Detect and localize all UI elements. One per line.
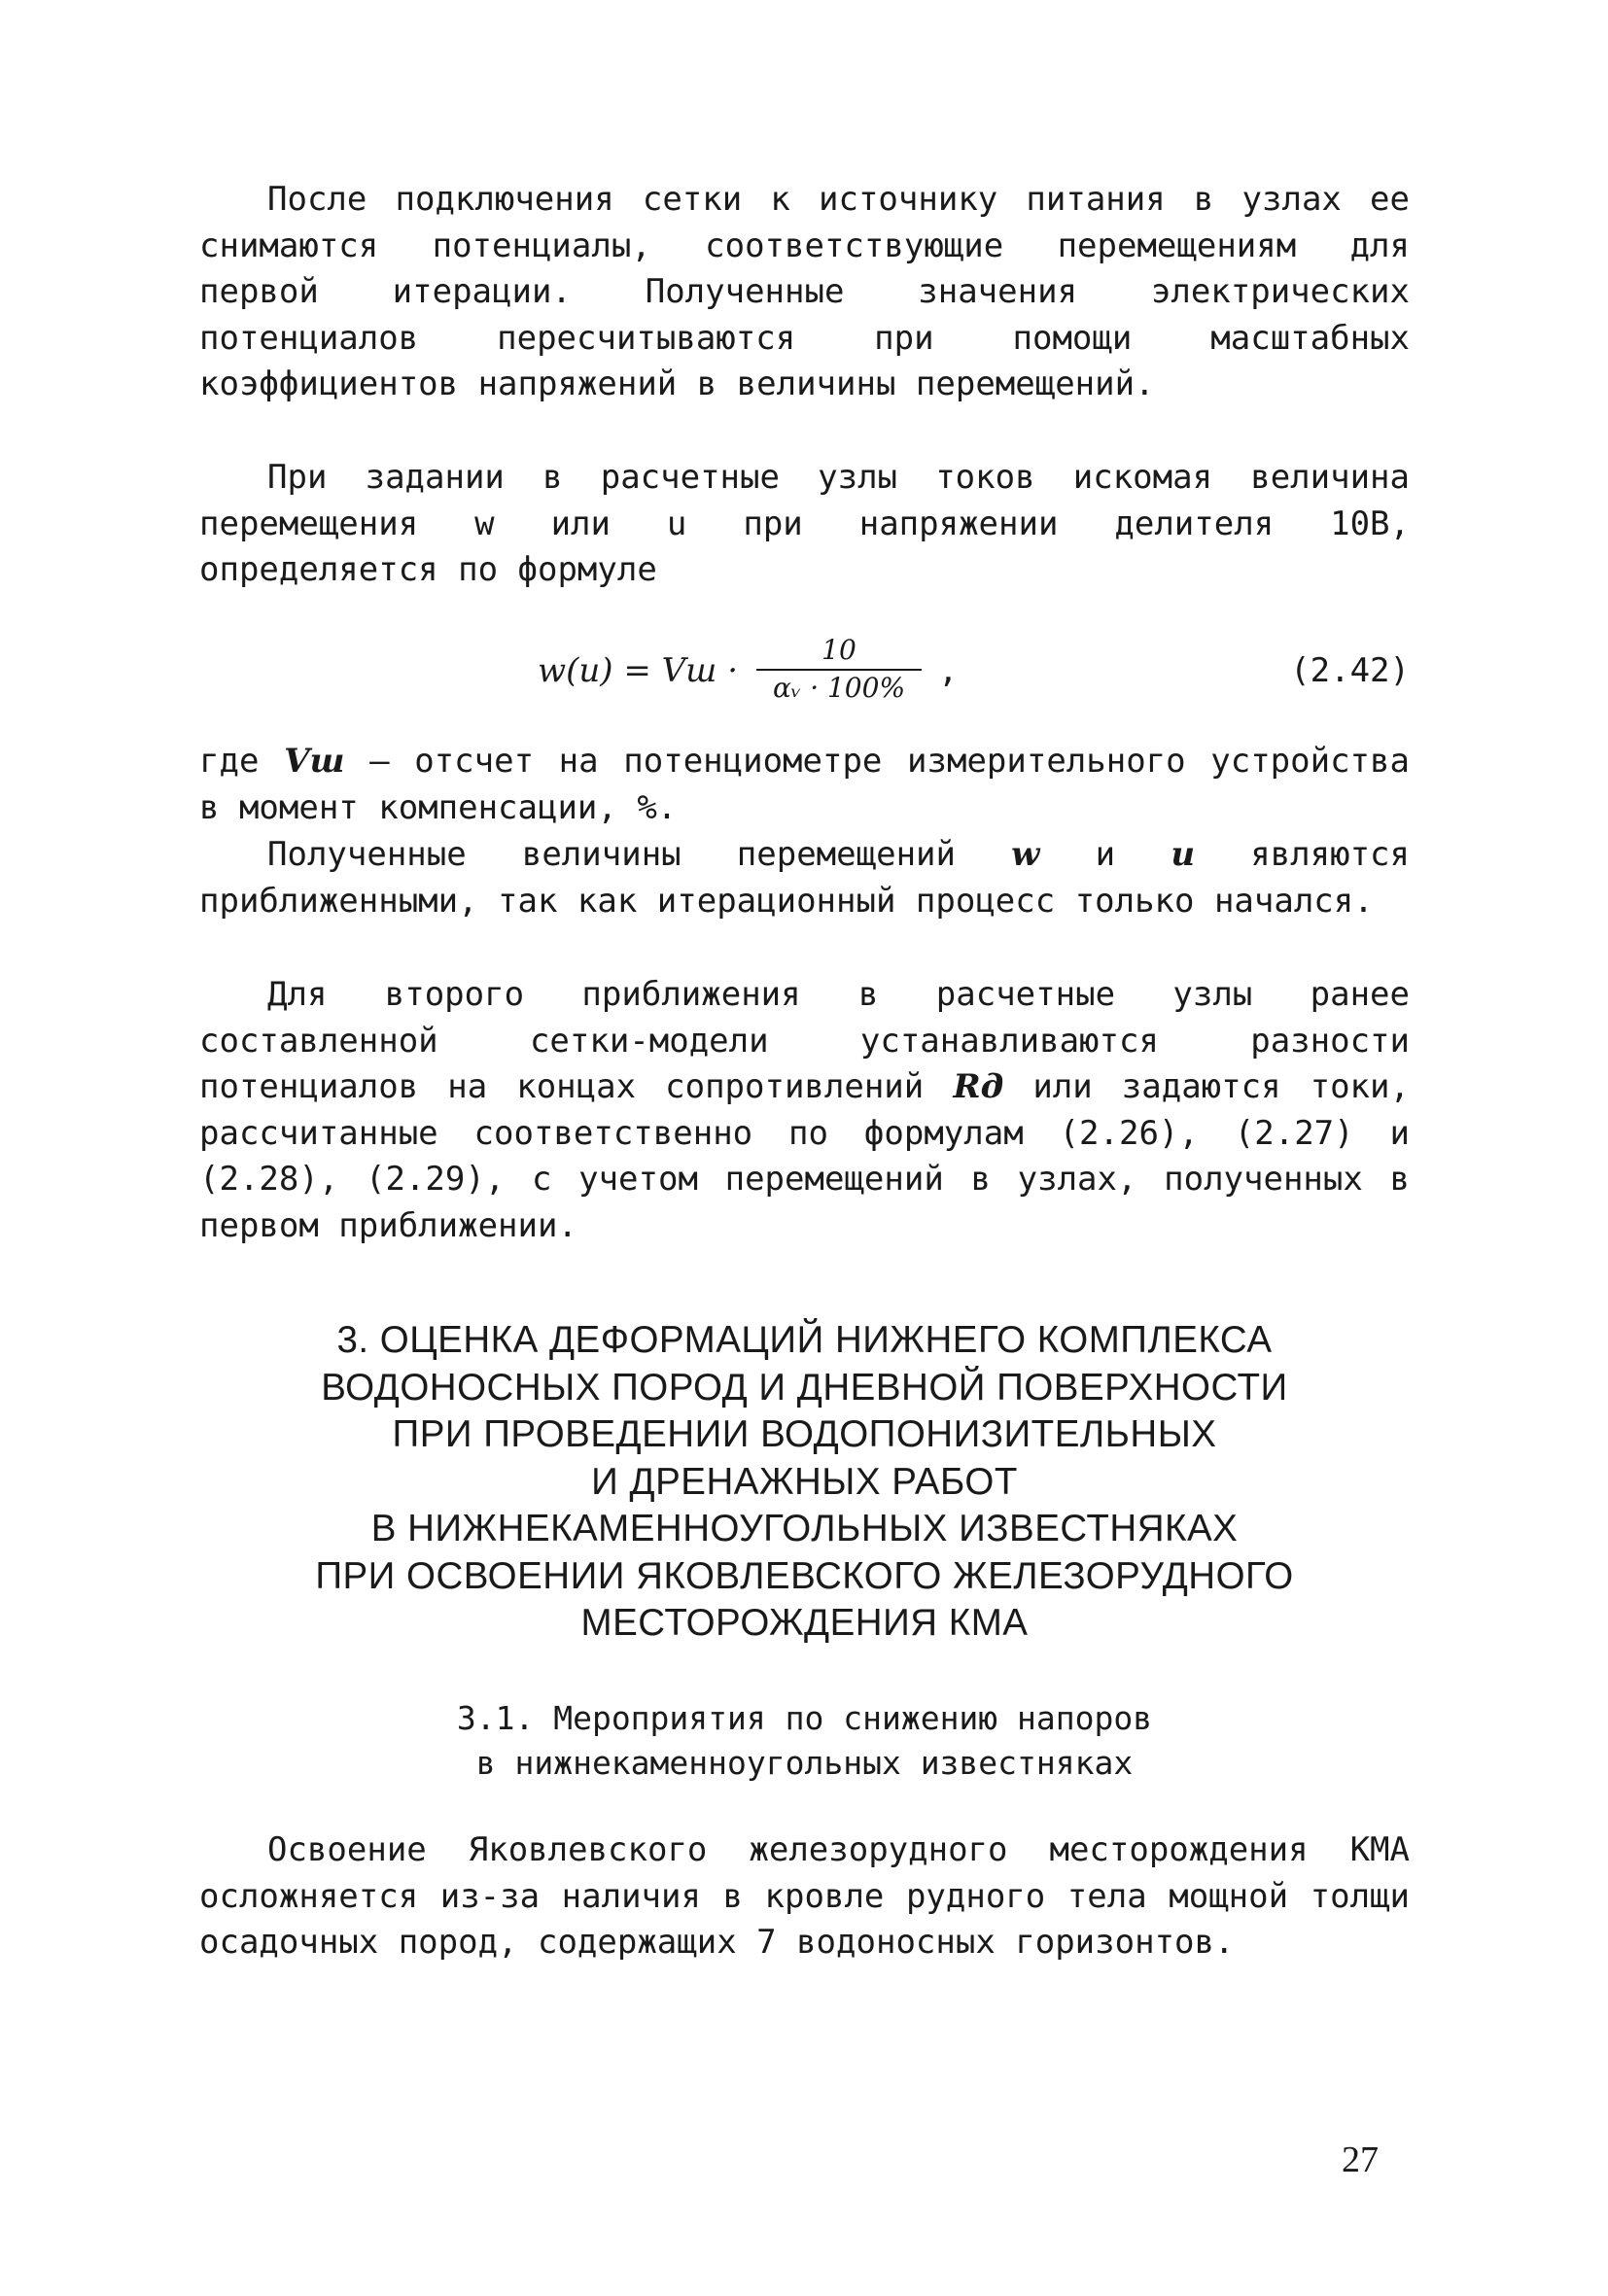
formula-lhs: w(u) = Vш · xyxy=(538,651,739,690)
paragraph-text: При задании в расчетные узлы токов искомая величина перемещения w или u при напряжении делителя 10В, определяется по формуле xyxy=(199,458,1410,589)
heading-line: 3. ОЦЕНКА ДЕФОРМАЦИЙ НИЖНЕГО КОМПЛЕКСА xyxy=(336,1319,1273,1361)
conjunction: и xyxy=(1095,835,1116,874)
symbol-v-sh: Vш xyxy=(284,742,345,781)
paragraph-current-mode xyxy=(199,455,1410,594)
formula-2-42 xyxy=(199,622,1410,729)
formula-numerator: 10 xyxy=(756,634,922,671)
heading-line: МЕСТОРОЖДЕНИЯ КМА xyxy=(580,1602,1029,1644)
section-heading xyxy=(199,1317,1410,1648)
subheading-line: в нижнекаменноугольных известняках xyxy=(475,1744,1134,1782)
formula-trailing: , xyxy=(938,651,959,690)
symbol-u: u xyxy=(1171,835,1196,874)
formula-denominator: αᵥ · 100% xyxy=(772,672,906,704)
paragraph-text: Освоение Яковлевского железорудного месторождения КМА осложняется из-за наличия в кровле рудного тела мощной толщи осадочных пород, содержащих 7 водоносных горизонтов. xyxy=(199,1830,1410,1962)
page-number: 27 xyxy=(1342,2139,1379,2180)
paragraph-where xyxy=(199,739,1410,831)
paragraph-text: являются приближенными, так как итерационный процесс только начался. xyxy=(199,835,1410,921)
formula-fraction xyxy=(756,634,922,706)
paragraph-grid-potentials xyxy=(199,177,1410,408)
where-label: где xyxy=(199,742,260,781)
heading-line: ПРИ ОСВОЕНИИ ЯКОВЛЕВСКОГО ЖЕЛЕЗОРУДНОГО xyxy=(315,1554,1294,1597)
paragraph-text: После подключения сетки к источнику питания в узлах ее снимаются потенциалы, соответствующие перемещениям для первой итерации. Полученные значения электрических потенциалов пересчитываются при помощи масштабных коэффициентов напряжений в величины перемещений. xyxy=(199,180,1410,403)
paragraph-yakovlevskoe xyxy=(199,1827,1410,1966)
symbol-r-d: Rд xyxy=(953,1067,1004,1106)
subheading-line: 3.1. Мероприятия по снижению напоров xyxy=(456,1699,1153,1737)
paragraph-approximate xyxy=(199,832,1410,924)
subsection-heading xyxy=(199,1696,1410,1786)
symbol-w: w xyxy=(1011,835,1040,874)
paragraph-text: или задаются токи, рассчитанные соответственно по формулам (2.26), (2.27) и (2.28), (2.29), с учетом перемещений в узлах, полученных в первом приближении. xyxy=(199,1067,1410,1245)
equation-number: (2.42) xyxy=(1290,651,1410,690)
paragraph-text: Полученные величины перемещений xyxy=(267,835,956,874)
paragraph-text: Для второго приближения в расчетные узлы ранее составленной сетки-модели устанавливаются разности потенциалов на концах сопротивлений xyxy=(199,975,1410,1106)
paragraph-text: – отсчет на потенциометре измерительного устройства в момент компенсации, %. xyxy=(199,742,1410,827)
heading-line: ПРИ ПРОВЕДЕНИИ ВОДОПОНИЗИТЕЛЬНЫХ xyxy=(392,1413,1217,1455)
heading-line: В НИЖНЕКАМЕННОУГОЛЬНЫХ ИЗВЕСТНЯКАХ xyxy=(370,1508,1239,1549)
heading-line: ВОДОНОСНЫХ ПОРОД И ДНЕВНОЙ ПОВЕРХНОСТИ xyxy=(321,1366,1288,1409)
heading-line: И ДРЕНАЖНЫХ РАБОТ xyxy=(591,1460,1018,1503)
paragraph-second-approximation xyxy=(199,972,1410,1249)
